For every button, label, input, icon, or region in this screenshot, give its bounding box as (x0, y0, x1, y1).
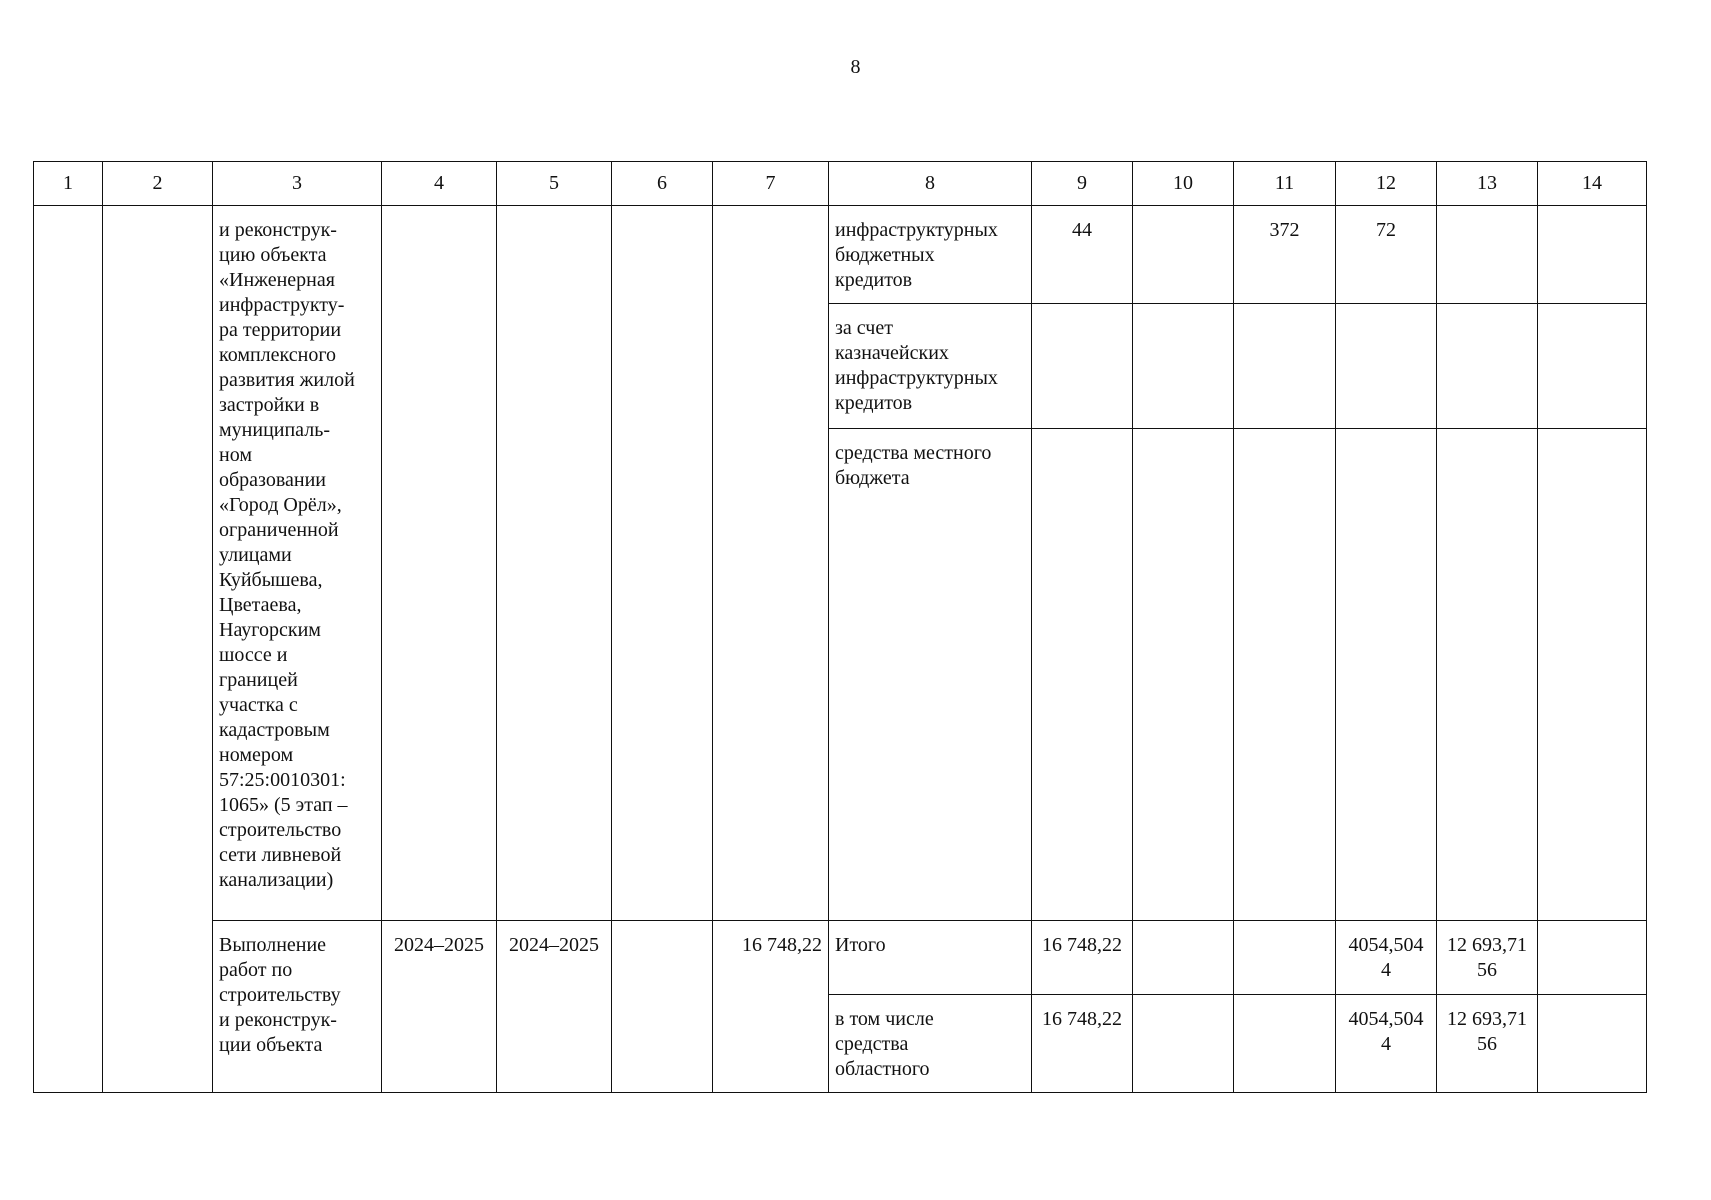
column-header: 14 (1538, 162, 1647, 206)
column-header: 6 (612, 162, 713, 206)
cell-col9 (1032, 429, 1133, 921)
cell-col9: 44 (1032, 206, 1133, 304)
column-number-row (34, 162, 1647, 206)
cell-col14 (1538, 304, 1647, 429)
column-header: 5 (497, 162, 612, 206)
column-header: 13 (1437, 162, 1538, 206)
table-row (34, 206, 1647, 304)
cell-col12 (1336, 304, 1437, 429)
cell-col10 (1133, 304, 1234, 429)
table-row (34, 921, 1647, 995)
column-header: 10 (1133, 162, 1234, 206)
cell-col9: 16 748,22 (1032, 995, 1133, 1093)
cell-col10 (1133, 995, 1234, 1093)
cell-col12: 72 (1336, 206, 1437, 304)
cell-col13: 12 693,71 56 (1437, 921, 1538, 995)
cell-col1 (34, 206, 103, 1093)
cell-col6 (612, 921, 713, 1093)
cell-col12 (1336, 429, 1437, 921)
column-header: 1 (34, 162, 103, 206)
cell-col10 (1133, 429, 1234, 921)
cell-col9 (1032, 304, 1133, 429)
cell-col11 (1234, 995, 1336, 1093)
column-header: 2 (103, 162, 213, 206)
cell-col12: 4054,504 4 (1336, 995, 1437, 1093)
page-number: 8 (850, 56, 861, 78)
cell-col11: 372 (1234, 206, 1336, 304)
cell-col10 (1133, 921, 1234, 995)
cell-col2 (103, 206, 213, 1093)
cell-col6 (612, 206, 713, 921)
cell-col11 (1234, 304, 1336, 429)
column-header: 7 (713, 162, 829, 206)
cell-col13 (1437, 304, 1538, 429)
cell-col7 (713, 206, 829, 921)
funding-source: Итого (829, 921, 1032, 995)
budget-table (33, 161, 1647, 1093)
object-description: и реконструк- цию объекта «Инженерная инфраструкту- ра территории комплексного развития жилой застройки в муниципаль- ном образовании «Город Орёл», ограниченной улицами Куйбышева, Цветаева, Наугорским шоссе и границей участка с кадастровым номером 57:25:0010301: 1065» (5 этап – строительство сети ливневой канализации) (213, 206, 382, 921)
cell-col13: 12 693,71 56 (1437, 995, 1538, 1093)
cell-col14 (1538, 995, 1647, 1093)
cell-col14 (1538, 921, 1647, 995)
column-header: 3 (213, 162, 382, 206)
total-cost: 16 748,22 (713, 921, 829, 1093)
cell-col11 (1234, 429, 1336, 921)
column-header: 4 (382, 162, 497, 206)
cell-col11 (1234, 921, 1336, 995)
cell-col9: 16 748,22 (1032, 921, 1133, 995)
cell-col13 (1437, 429, 1538, 921)
column-header: 8 (829, 162, 1032, 206)
cell-col5 (497, 206, 612, 921)
cell-col12: 4054,504 4 (1336, 921, 1437, 995)
period-start: 2024–2025 (382, 921, 497, 1093)
works-description: Выполнение работ по строительству и реконструк- ции объекта (213, 921, 382, 1093)
cell-col14 (1538, 206, 1647, 304)
funding-source: средства местного бюджета (829, 429, 1032, 921)
funding-source: за счет казначейских инфраструктурных кредитов (829, 304, 1032, 429)
column-header: 12 (1336, 162, 1437, 206)
column-header: 11 (1234, 162, 1336, 206)
funding-source: инфраструктурных бюджетных кредитов (829, 206, 1032, 304)
column-header: 9 (1032, 162, 1133, 206)
funding-source: в том числе средства областного (829, 995, 1032, 1093)
cell-col13 (1437, 206, 1538, 304)
cell-col14 (1538, 429, 1647, 921)
period-end: 2024–2025 (497, 921, 612, 1093)
cell-col4 (382, 206, 497, 921)
cell-col10 (1133, 206, 1234, 304)
